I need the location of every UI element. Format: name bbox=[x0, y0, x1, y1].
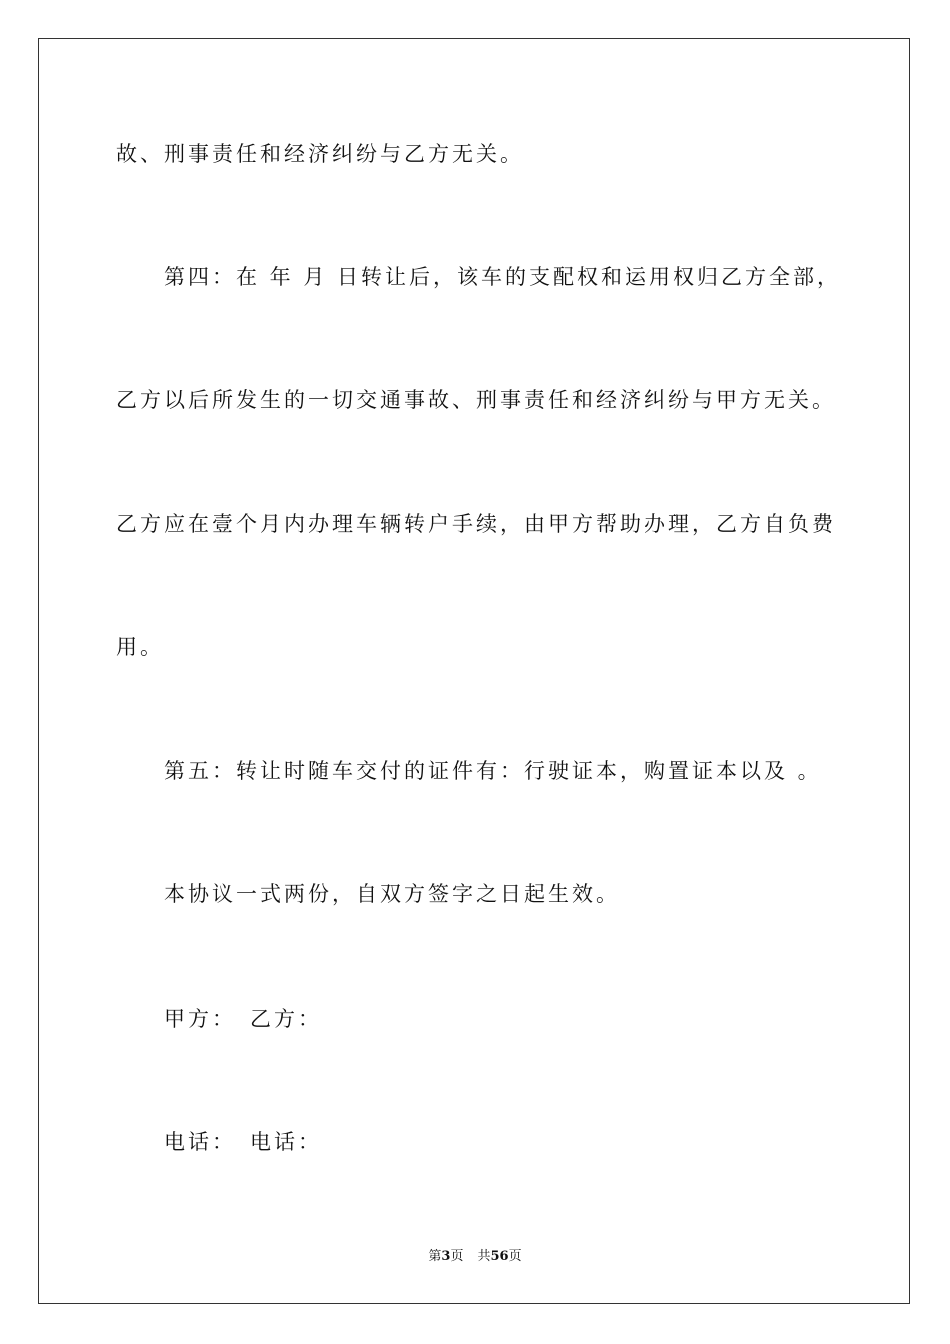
body-line-3: 乙方以后所发生的一切交通事故、刑事责任和经济纠纷与甲方无关。 bbox=[116, 388, 836, 412]
phone-line bbox=[164, 1127, 322, 1157]
footer-page-suffix: 页 bbox=[450, 1249, 464, 1264]
page-border bbox=[38, 38, 910, 1304]
footer-total-prefix: 共 bbox=[477, 1249, 491, 1264]
agreement-effective-line: 本协议一式两份，自双方签字之日起生效。 bbox=[164, 882, 620, 906]
party-signature-line bbox=[164, 1004, 322, 1034]
clause-five-line: 第五：转让时随车交付的证件有：行驶证本，购置证本以及 。 bbox=[164, 759, 822, 783]
party-a-label: 甲方： bbox=[164, 1007, 236, 1031]
footer-total-pages: 56 bbox=[490, 1249, 509, 1264]
phone-a-label: 电话： bbox=[164, 1130, 236, 1154]
clause-four-line: 第四：在 年 月 日转让后，该车的支配权和运用权归乙方全部， bbox=[164, 265, 842, 289]
phone-b-label: 电话： bbox=[250, 1130, 322, 1154]
footer-page-prefix: 第 bbox=[428, 1249, 442, 1264]
body-line-5: 用。 bbox=[116, 635, 164, 659]
body-line-4: 乙方应在壹个月内办理车辆转户手续，由甲方帮助办理，乙方自负费 bbox=[116, 512, 836, 536]
footer-page-number: 3 bbox=[441, 1249, 451, 1264]
body-line-1: 故、刑事责任和经济纠纷与乙方无关。 bbox=[116, 142, 524, 166]
party-b-label: 乙方： bbox=[250, 1007, 322, 1031]
footer-total-suffix: 页 bbox=[508, 1249, 522, 1264]
page-footer bbox=[0, 1248, 950, 1266]
